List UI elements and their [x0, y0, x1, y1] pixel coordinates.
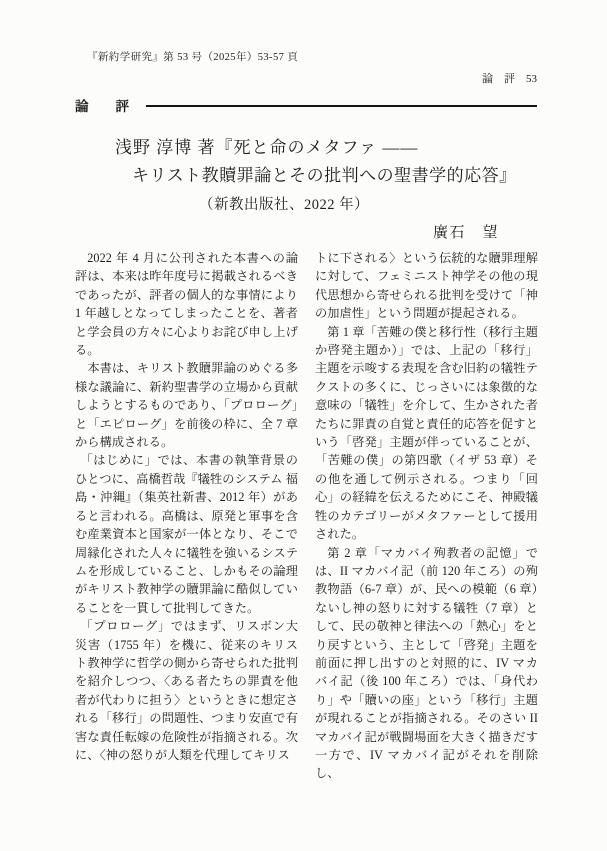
right-column	[315, 249, 538, 783]
book-title-line-1: 浅野 淳博 著『死と命のメタファ ――	[115, 138, 419, 157]
paragraph: 「はじめに」では、本書の執筆背景のひとつに、高橋哲哉『犠牲のシステム 福島・沖縄』（集英社新書、2012 年）があると言われる。高橋は、原発と軍事を含む産業資本と国家が一体となり、そこで周縁化された人々に犠牲を強いるシステムを形成していること、しかもその論理がキリスト教神学の贖罪論に酷似していることを一貫して批判してきた。	[75, 453, 298, 615]
section-rule-divider	[146, 105, 537, 107]
reviewer-name: 廣石 望	[433, 225, 500, 241]
running-head-page-number: 論 評 53	[482, 73, 537, 85]
paragraph: 第 2 章「マカバイ殉教者の記憶」では、II マカバイ記（前 120 年ころ）の殉教物語（6-7 章）が、民への模範（6 章）ないし神の怒りに対する犠牲（7 章）として、民の敬神と律法への「熱心」をとり戻すという、主として「啓発」主題を前面に押し出すのと対照的に、IV マカバイ記（後 100 年ころ）では、「身代わり」や「贖いの座」という「移行」主題が現れることが指摘される。そのさい II マカバイ記が戦闘場面を大きく描きだす一方で、IV マカバイ記がそれを削除し、	[315, 545, 538, 781]
journal-citation-line: 『新約学研究』第 53 号（2025年）53-57 頁	[87, 52, 299, 63]
section-header-row	[75, 95, 537, 115]
paragraph: 第 1 章「苦難の僕と移行性（移行主題か啓発主題か）」では、上記の「移行」主題を示唆する表現を含む旧約の犠牲テクストの多くに、じっさいには象徴的な意味の「犠牲」を介して、生かされた者たちに罪責の自覚と責任的応答を促すという「啓発」主題が伴っていることが、「苦難の僕」の第四歌（イザ 53 章）その他を通して例示される。つまり「回心」の経緯を伝えるためにこそ、神殿犠牲のカテゴリーがメタファーとして援用された。	[315, 324, 538, 542]
left-column	[75, 249, 298, 783]
paragraph: 本書は、キリスト教贖罪論のめぐる多様な議論に、新約聖書学の立場から貢献しようとするものであり、「プロローグ」と「エピローグ」を前後の枠に、全 7 章から構成される。	[75, 361, 298, 450]
paragraph: 2022 年 4 月に公刊された本書への論評は、本来は昨年度号に掲載されるべきであったが、評者の個人的な事情により 1 年越しとなってしまったことを、著者と学会員の方々に心よりお詫び申し上げる。	[75, 251, 298, 358]
body-columns	[75, 249, 538, 783]
book-title-line-2: キリスト教贖罪論とその批判への聖書学的応答』	[132, 166, 517, 185]
paragraph: 「プロローグ」ではまず、リスボン大災害（1755 年）を機に、従来のキリスト教神学に哲学の側から寄せられた批判を紹介しつつ、〈ある者たちの罪責を他者が代わりに担う〉というときに想定される「移行」の問題性、つまり安直で有害な責任転嫁の危険性が指摘される。次に、〈神の怒りが人類を代理してキリス	[75, 619, 298, 762]
paragraph-continuation: トに下される〉という伝統的な贖罪理解に対して、フェミニスト神学その他の現代思想から寄せられる批判を受けて「神の加虐性」という問題が提起される。	[315, 251, 538, 321]
section-label: 論 評	[75, 99, 129, 114]
publisher-year-line: （新教出版社、2022 年）	[199, 197, 370, 213]
